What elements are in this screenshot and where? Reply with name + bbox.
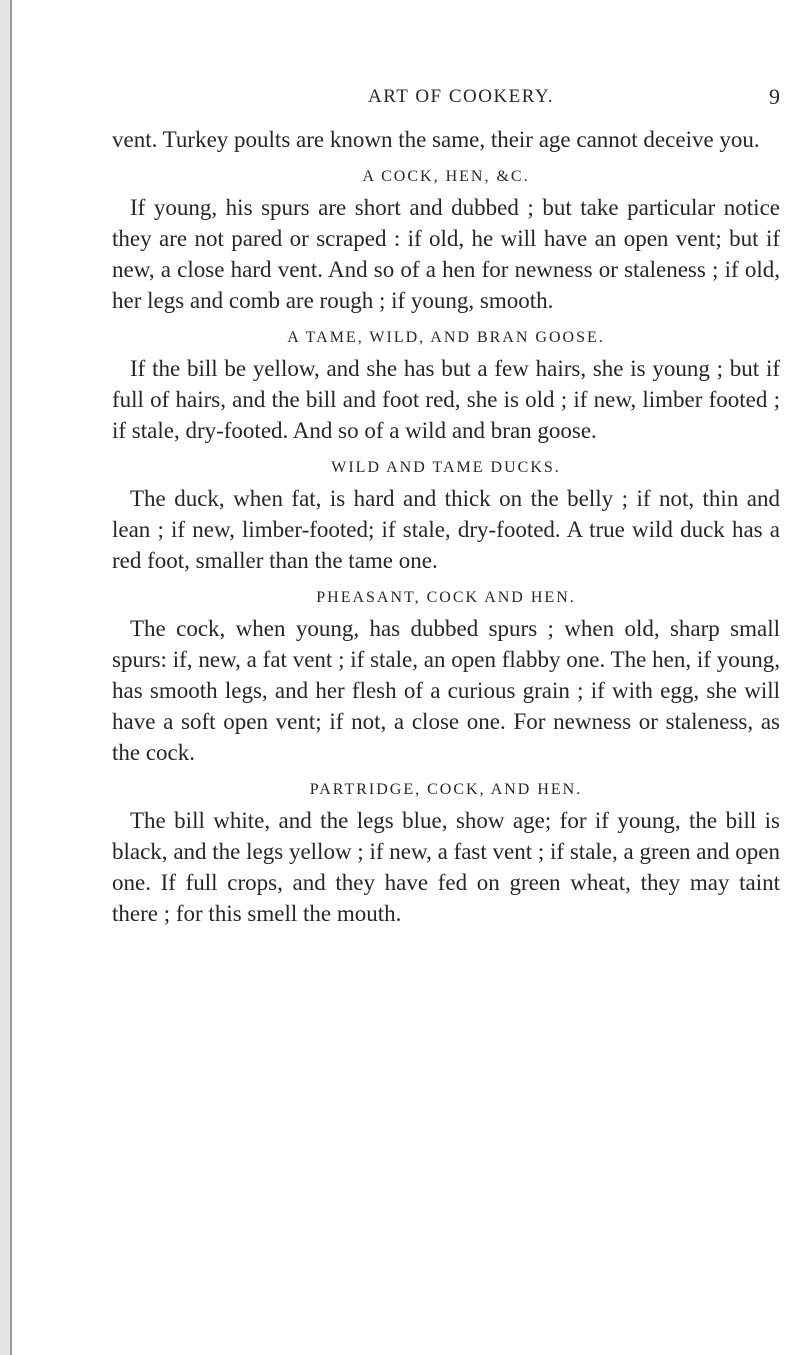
section-heading-cock-hen: A COCK, HEN, &C. bbox=[362, 168, 530, 185]
running-head: ART OF COOKERY. bbox=[368, 86, 554, 107]
opening-paragraph: vent. Turkey poults are known the same, their age cannot deceive you. bbox=[112, 127, 760, 152]
book-page bbox=[112, 84, 780, 929]
section-heading-goose: A TAME, WILD, AND BRAN GOOSE. bbox=[287, 329, 605, 346]
section-heading-ducks: WILD AND TAME DUCKS. bbox=[331, 459, 561, 476]
section-heading-partridge: PARTRIDGE, COCK, AND HEN. bbox=[309, 781, 583, 798]
section-text-ducks: The duck, when fat, is hard and thick on the belly ; if not, thin and lean ; if new, limber-footed; if stale, dry-footed. A true wild duck has a red foot, smaller than the tame one. bbox=[112, 486, 780, 573]
section-text-pheasant: The cock, when young, has dubbed spurs ; when old, sharp small spurs: if, new, a fat vent ; if stale, an open flabby one. The hen, if young, has smooth legs, and her flesh of a curious grain ; if with egg, she will have a soft open vent; if not, a close one. For newness or staleness, as the cock. bbox=[112, 616, 780, 765]
section-heading-pheasant: PHEASANT, COCK AND HEN. bbox=[316, 589, 576, 606]
page-number: 9 bbox=[769, 84, 780, 109]
section-text-partridge: The bill white, and the legs blue, show age; for if young, the bill is black, and the legs yellow ; if new, a fast vent ; if stale, a green and open one. If full crops, and they have fed on green wheat, they may taint there ; for this smell the mouth. bbox=[112, 808, 780, 926]
page-binding-edge bbox=[0, 0, 12, 1355]
section-text-cock-hen: If young, his spurs are short and dubbed ; but take particular notice they are not pared or scraped : if old, he will have an open vent; but if new, a close hard vent. And so of a hen for newness or staleness ; if old, her legs and comb are rough ; if young, smooth. bbox=[112, 195, 780, 313]
page-header bbox=[112, 84, 780, 124]
section-text-goose: If the bill be yellow, and she has but a few hairs, she is young ; but if full of hairs, and the bill and foot red, she is old ; if new, limber footed ; if stale, dry-footed. And so of a wild and bran goose. bbox=[112, 356, 780, 443]
